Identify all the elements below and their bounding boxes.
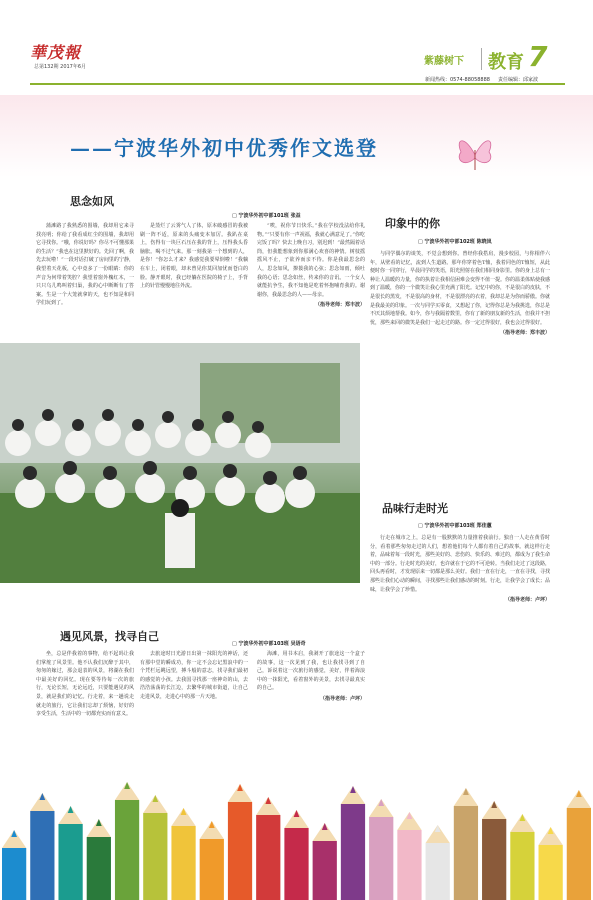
pencil-body — [256, 815, 280, 900]
page-number: 7 — [528, 40, 548, 73]
pencil-body — [397, 830, 421, 900]
pencil-body — [341, 804, 365, 900]
pencil-body — [171, 826, 195, 900]
class-photo — [0, 343, 360, 583]
article4-teacher: （指导老师：卢坪） — [504, 597, 550, 604]
article4-title: 品味行走时光 — [382, 502, 448, 515]
article3-teacher: （指导老师：卢坪） — [319, 695, 365, 702]
pencil-body — [510, 832, 534, 900]
pencil-body — [30, 811, 54, 900]
article2-byline: □ 宁波华外初中部102班 陈晓岚 — [418, 239, 492, 245]
pencil-body — [567, 808, 591, 900]
pencil-body — [454, 806, 478, 900]
article3-col3: 海滩，用书本启，我剥开了旅途这一个盒子的故事，这一次见到了我，也让我找寻到了自己，诉说着这一次旅行的感觉，美好，伴着海浪中的一抹阳光，看着窗外的美景，去找寻最真实的自己。 （指导老师：卢坪） — [257, 651, 365, 702]
pencil-body — [539, 845, 563, 900]
masthead — [0, 0, 593, 83]
pencil-body — [426, 843, 450, 900]
article2-teacher: （指导老师：郑丰波） — [499, 330, 550, 337]
pencil-body — [115, 800, 139, 900]
pencil-body — [313, 841, 337, 900]
article2-title: 印象中的你 — [385, 217, 440, 230]
article4-byline: □ 宁波华外初中部103班 郑佳蕙 — [418, 523, 492, 529]
section-label: 教育 — [488, 52, 524, 73]
pencil-body — [87, 837, 111, 900]
article1-col2: 是蒸烂了云雾气人了体，原本破感冒的我被刷一阵不适，原来的头痛变本加厉。我趴在桌上，伤得有一块巨石压在我的背上，压得我头昏脑胀。喝不过气来。那一刻我第一个想到的人，是你！“你怎么才来？我感觉我要晕倒啦！”我躺在车上，闭着眼，却未曾见你莫回加忧而苍白的脸。静开眼时，我已经躺在医院的椅子上，手背上的针管慢慢地往外流。 — [140, 223, 248, 290]
pencil-body — [284, 828, 308, 900]
article1-title: 思念如风 — [70, 195, 114, 208]
pencil-body — [369, 817, 393, 900]
article3-col1: 坐，总是伴我着的事物，给不起吗让我们掌舵了风景里。他不认我们沉醉于其中，匆匆的嫁过，那会退表的风景，将湖在我们中最美好的回忆。现在要等待每一次的旅行，无论长短，无论远近，只要能遇见的风景，就是我们的记忆。行走着，来一趟说走就走的旅行，它让我们忘却了烦恼，好好的享受生活，生活中的一切都充实而有意义。 — [36, 651, 134, 718]
article3-title: 遇见风景，找寻自己 — [60, 630, 159, 643]
article3-col2: 去旅途时日光游日出第一抹阳光的神话，还有那中堂的瞬成功，你一定不会忘记黑浪中的一个凭栏远眺远望，搏斗般的意志，找寻我们最初的感觉的小孩。去我国寻找那一座神奇的山，去浩浩荡荡的长江边，去繁华的城市街道，让自己走进风景，走进心中的那一片天地。 — [140, 651, 248, 700]
editor-credit: 责任编辑：邱家波 — [498, 77, 539, 83]
pencil-body — [58, 824, 82, 900]
issue-info: 总第132期 2017年6月 — [34, 64, 87, 70]
article2-text: 与同学偶尔的谈笑，不觉会想到你。曾经你我搭肩，漫步校园，与你相伴六年，从壁看的记忆，流到人生道路。那年你穿着色T恤，我着同色的T恤短，从此便时你一同穿行，早晨同学的笑语，阳光照射在我们相同身影里。你的身上总有一种让人温暖的力量，你的执着让我相信困难会变得不值一提。你的温柔体贴使我感到了温暖，你的一个微笑让我心里充满了阳光。记忆中的你，不是很白的皮肤，不是很长的黑发，不是很高的身材，不是很漂亮的衣着，我却总是为你而骄傲。你就是我最美的印象。一次与同学买零食，又想起了你，记得你总是为我挑选，你总是不厌其烦地帮我。如今，你与我隔着数里，你有了新的朋友新的生活，但我并不担忧，那些来回的微笑是我们一起走过的路。你一定过得很好，我也会过得很好。 （指导老师：郑丰波） — [370, 251, 550, 337]
article4-text: 行走在城市之上，总是有一股默默的力量推着我前行。独自一人走在黄昏时分，看着那些匆匆走过的人们，想着他们每个人都有着自己的故事。就这样行走着，品味着每一段时光，那些美好的、悲伤的、快乐的、难过的，都成为了我生命中的一部分。行走时光的美好，也许就在于它的不可逆转。当我们走过了这段路，回头再看时，才发现原来一切都是那么美好。我们一直在行走，一直在寻找，寻找那些让我们心动的瞬间，寻找那些让我们感动的时刻。行走，让我学会了成长；品味，让我学会了珍惜。 （指导老师：卢坪） — [370, 535, 550, 604]
news-hotline: 新闻热线：0574-88058888 — [425, 77, 490, 83]
pencil-body — [2, 848, 26, 900]
pencil-body — [228, 802, 252, 900]
section-divider — [481, 48, 482, 70]
masthead-rule — [30, 83, 565, 85]
article1-teacher: （指导老师：郑丰波） — [314, 302, 365, 309]
section-name: 紫藤树下 — [424, 56, 464, 67]
article1-col3: “唉，祝你节日快乐。”我在学校没法给你礼物。”“只要有你一声祝福，我就心满意足了。”你吃完饭了吗？快去上晚自习，别迟到！”最然隔着话筒，但我能想象到你那满心欢喜的神情。树枝摇摇风不止，子欲养而亲不待。你是我最思念的人，思念如风，撩拨我的心弦；思念如雨，倾吐我的心语；思念如丝，传来你的音讯。一个女人就能抗争生，我不知他是吃着怀抱哺育我的。谢谢你，我最思念的人——母亲。 （指导老师：郑丰波） — [257, 223, 365, 309]
pencil-body — [482, 819, 506, 900]
article1-byline: □ 宁波华外初中部101班 张益 — [232, 213, 301, 219]
article1-col1: 蒲滩路了我熟悉的围墙，我却用它来寻找亮明；你给了我看成红尘的围墙，我却用它寻找你。“哦，你说好吗？你尽不可懂那果的生活？”我也在这里默好的。先回了啊，我先去玩啦！”一段对话打破了房间里的宁静，我望着天花板，心中竟多了一份眼睛：你的声音为何带着笑腔？我望着窗外槐红木，一只只乌儿鸣叫着归巢，我的心中断断有了答案。生是一个大笼就拿的天，也不知是和同学们玩到了。 — [36, 223, 134, 307]
newspaper-logo: 華茂報 — [30, 43, 82, 62]
pencil-body — [143, 813, 167, 900]
feature-title: ——宁波华外初中优秀作文选登 — [70, 136, 378, 160]
pencil-body — [200, 839, 224, 900]
butterfly-icon — [455, 130, 495, 180]
article3-byline: □ 宁波华外初中部103班 吴语奇 — [232, 641, 306, 647]
pencils-decoration — [0, 765, 593, 900]
